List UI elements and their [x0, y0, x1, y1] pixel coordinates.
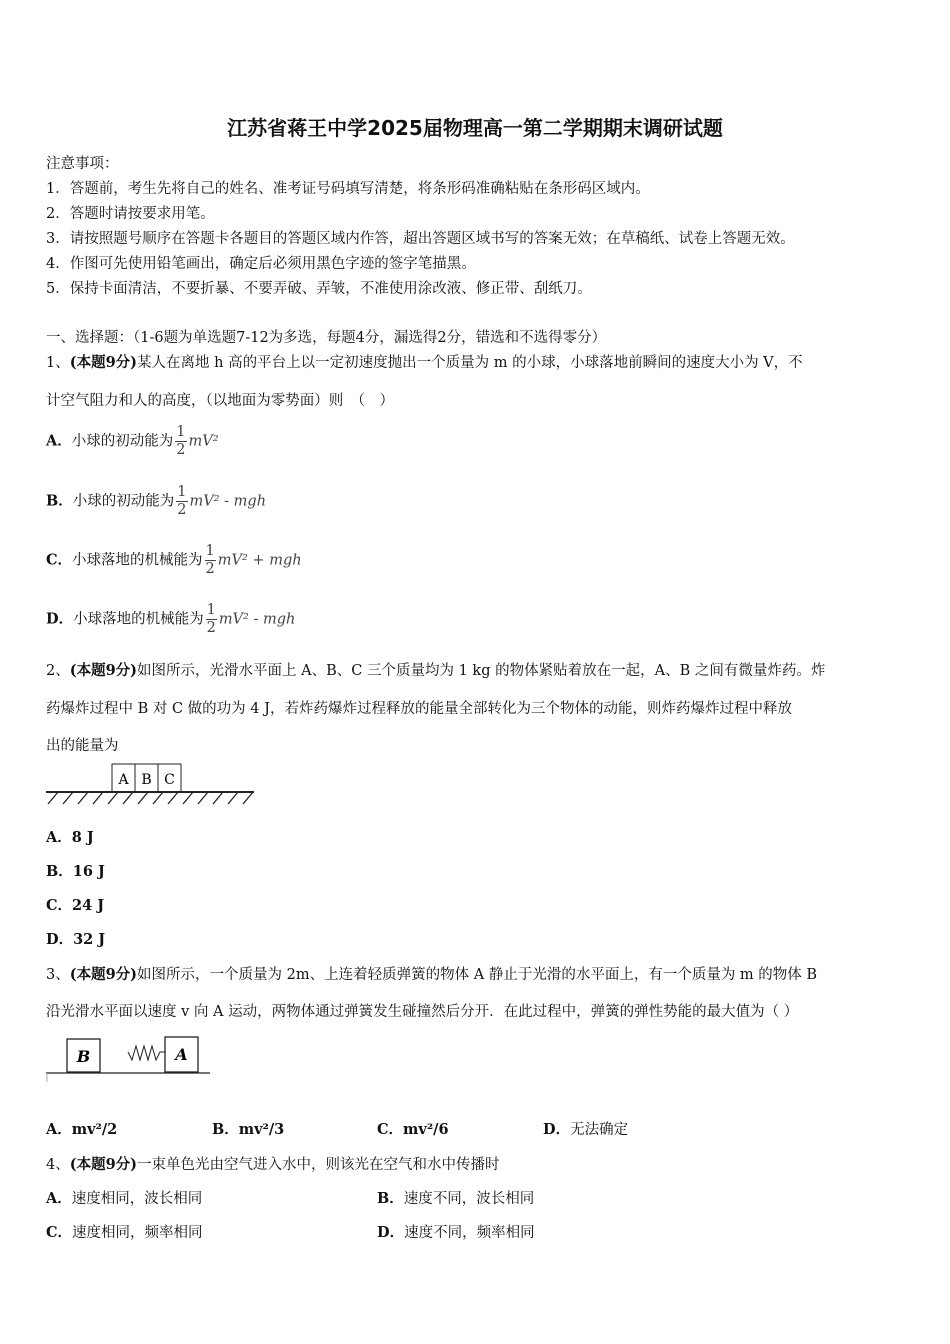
option-text: 速度不同，波长相同	[403, 1191, 535, 1207]
option-expression: mV²	[217, 552, 248, 569]
question-number: 4、	[46, 1157, 70, 1173]
option-label: D．	[46, 931, 74, 948]
question-2-line-3: 出的能量为	[46, 738, 119, 754]
option-text: mv²/3	[238, 1121, 285, 1138]
question-text: 一束单色光由空气进入水中，则该光在空气和水中传播时	[137, 1157, 500, 1173]
q1-option-c	[46, 543, 302, 578]
question-tag: (本题9分)	[69, 662, 138, 679]
fraction-numerator: 1	[205, 543, 215, 559]
question-3-line-2: 沿光滑水平面以速度 v 向 A 运动，两物体通过弹簧发生碰撞然后分开．在此过程中，弹簧的弹性势能的最大值为（ ）	[46, 1004, 799, 1020]
question-2-line-1	[46, 659, 825, 680]
fraction	[205, 543, 216, 578]
option-label: B．	[377, 1190, 404, 1207]
option-label: D．	[543, 1121, 571, 1138]
question-text: 如图所示，一个质量为 2m、上连着轻质弹簧的物体 A 静止于光滑的水平面上，有一个质量为 m 的物体 B	[137, 967, 818, 983]
option-text: mv²/2	[71, 1121, 118, 1138]
fraction-denominator: 2	[205, 561, 215, 577]
option-text: mv²/6	[403, 1121, 449, 1138]
spring-collision-figure	[44, 1034, 214, 1086]
block-c-label: C	[164, 772, 175, 788]
option-label: D．	[377, 1224, 405, 1241]
ground-hatching	[48, 792, 253, 804]
question-number: 2、	[46, 663, 70, 679]
q4-option-b	[377, 1187, 534, 1208]
fraction-denominator: 2	[206, 620, 216, 636]
option-label: B．	[46, 863, 73, 880]
option-text: 24 J	[72, 897, 105, 914]
question-3-line-1	[46, 963, 817, 984]
question-4-line-1	[46, 1153, 500, 1174]
fraction-denominator: 2	[177, 502, 187, 518]
fraction-numerator: 1	[177, 484, 187, 500]
q4-option-d	[377, 1221, 535, 1242]
fraction-numerator: 1	[176, 424, 186, 440]
option-text: 速度相同，波长相同	[71, 1191, 203, 1207]
question-1-line-2: 计空气阻力和人的高度，（以地面为零势面）则 （ ）	[46, 393, 394, 409]
option-label: A．	[46, 432, 72, 450]
fraction-denominator: 2	[176, 442, 186, 458]
section-heading: 一、选择题：（1-6题为单选题7-12为多选，每题4分，漏选得2分，错选和不选得零分）	[46, 330, 607, 346]
block-b-label: B	[76, 1047, 91, 1066]
notice-item: 2．答题时请按要求用笔。	[46, 206, 215, 222]
question-1-line-1	[46, 351, 803, 372]
option-text: 32 J	[73, 931, 106, 948]
question-2-line-2: 药爆炸过程中 B 对 C 做的功为 4 J，若炸药爆炸过程释放的能量全部转化为三个物体的动能，则炸药爆炸过程中释放	[46, 701, 792, 717]
q3-option-a	[46, 1118, 117, 1139]
question-tag: (本题9分)	[69, 354, 138, 371]
q3-option-c	[377, 1118, 449, 1139]
question-text: 如图所示，光滑水平面上 A、B、C 三个质量均为 1 kg 的物体紧贴着放在一起，A、B 之间有微量炸药。炸	[137, 663, 826, 679]
question-text: 某人在离地 h 高的平台上以一定初速度抛出一个质量为 m 的小球，小球落地前瞬间的速度大小为 V，不	[137, 355, 803, 371]
block-a-label: A	[118, 772, 129, 788]
q3-option-d	[543, 1118, 628, 1139]
q4-option-a	[46, 1187, 202, 1208]
q1-option-a	[46, 424, 219, 459]
q2-option-b	[46, 860, 105, 881]
option-label: C．	[46, 551, 73, 569]
block-b-label: B	[141, 772, 152, 788]
option-expression: mV²	[188, 433, 219, 450]
notice-heading: 注意事项：	[46, 156, 119, 172]
option-text: 16 J	[72, 863, 105, 880]
q4-option-c	[46, 1221, 203, 1242]
notice-item: 1．答题前，考生先将自己的姓名、准考证号码填写清楚，将条形码准确粘贴在条形码区域内。	[46, 181, 650, 197]
notice-item: 3．请按照题号顺序在答题卡各题目的答题区域内作答，超出答题区域书写的答案无效；在草稿纸、试卷上答题无效。	[46, 231, 795, 247]
block-a-label: A	[175, 1045, 188, 1064]
option-expression-tail: - mgh	[248, 611, 296, 628]
q1-option-b	[46, 484, 266, 519]
fraction	[206, 602, 217, 637]
option-expression-tail: - mgh	[219, 493, 267, 510]
q2-option-a	[46, 826, 94, 847]
q2-option-d	[46, 928, 105, 949]
question-number: 3、	[46, 967, 70, 983]
spring	[128, 1046, 165, 1060]
page-title: 江苏省蒋王中学2025届物理高一第二学期期末调研试题	[227, 116, 723, 140]
option-text: 速度相同，频率相同	[72, 1225, 203, 1241]
option-label: B．	[212, 1121, 239, 1138]
fraction	[175, 424, 186, 459]
option-label: A．	[46, 1121, 72, 1138]
notice-item: 5．保持卡面清洁，不要折暴、不要弄破、弄皱，不准使用涂改液、修正带、刮纸刀。	[46, 281, 592, 297]
option-text: 小球的初动能为	[72, 493, 175, 510]
option-expression-tail: + mgh	[247, 552, 302, 569]
option-text: 小球落地的机械能为	[73, 611, 204, 628]
option-label: A．	[46, 829, 72, 846]
option-label: C．	[46, 1224, 73, 1241]
q2-option-c	[46, 894, 104, 915]
option-label: C．	[377, 1121, 404, 1138]
option-label: B．	[46, 492, 73, 510]
fraction-numerator: 1	[206, 602, 216, 618]
option-text: 速度不同，频率相同	[404, 1225, 535, 1241]
option-text: 小球落地的机械能为	[72, 552, 203, 569]
notice-item: 4．作图可先使用铅笔画出，确定后必须用黑色字迹的签字笔描黑。	[46, 256, 476, 272]
abc-blocks-figure	[44, 760, 258, 810]
option-text: 无法确定	[570, 1122, 629, 1138]
option-label: C．	[46, 897, 73, 914]
question-tag: (本题9分)	[69, 966, 138, 983]
question-tag: (本题9分)	[69, 1156, 138, 1173]
option-text: 8 J	[71, 829, 94, 846]
option-expression: mV²	[189, 493, 220, 510]
q1-option-d	[46, 602, 295, 637]
question-number: 1、	[46, 355, 70, 371]
option-text: 小球的初动能为	[71, 433, 174, 450]
fraction	[176, 484, 187, 519]
option-label: A．	[46, 1190, 72, 1207]
q3-option-b	[212, 1118, 284, 1139]
option-label: D．	[46, 610, 74, 628]
option-expression: mV²	[218, 611, 249, 628]
